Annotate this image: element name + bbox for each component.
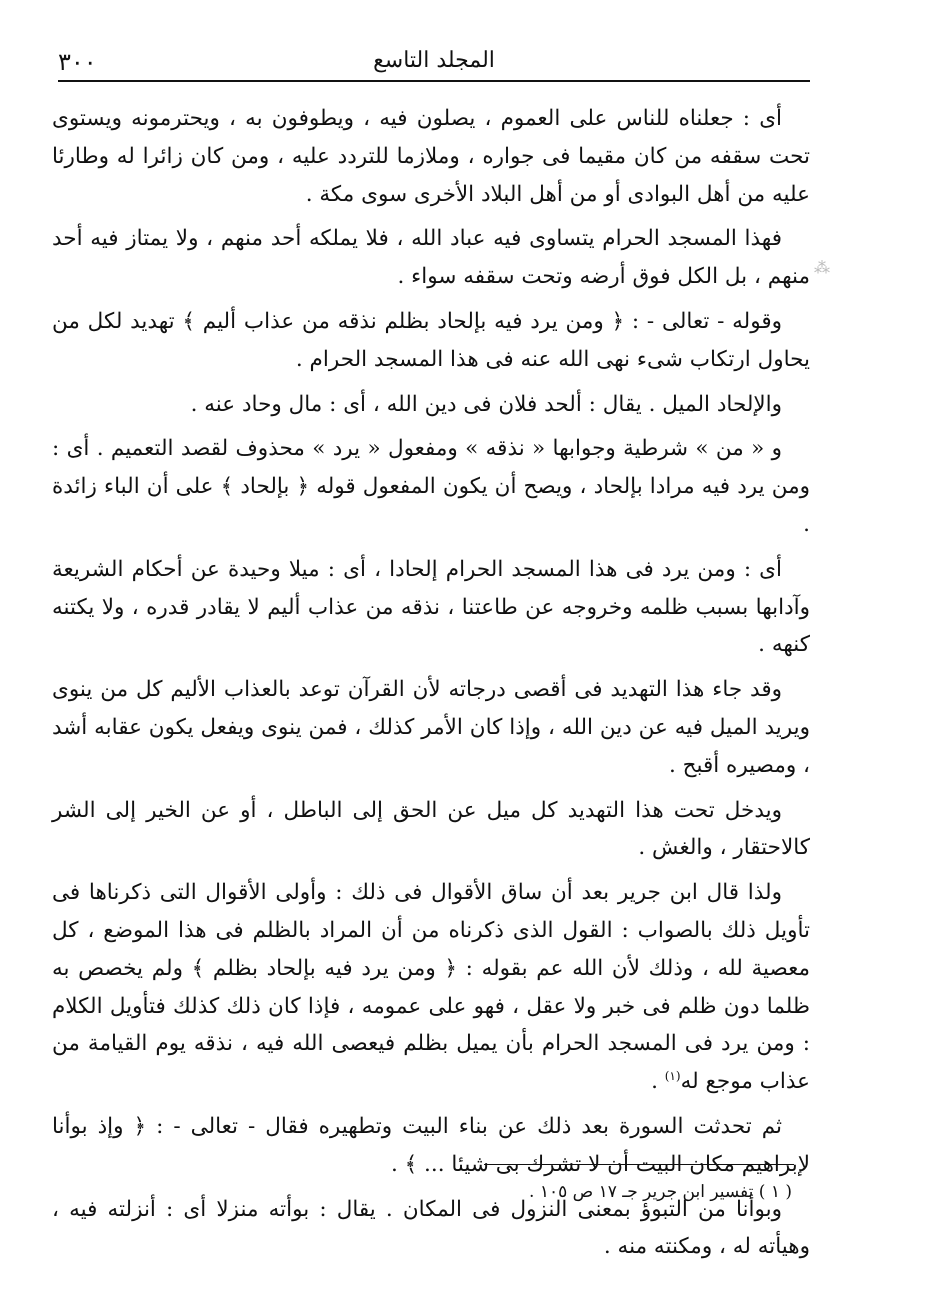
- page-number: ٣٠٠: [58, 48, 97, 76]
- paragraph-3: وقوله - تعالى - : ﴿ ومن يرد فيه بإلحاد بظلم نذقه من عذاب أليم ﴾ تهديد لكل من يحاول ارتكاب شىء نهى الله عنه فى هذا المسجد الحرام .: [52, 308, 810, 372]
- paragraph-9-end: .: [651, 1069, 665, 1095]
- running-title: المجلد التاسع: [373, 48, 495, 73]
- body-text: [52, 100, 810, 1273]
- margin-mark: ⁂: [814, 258, 830, 277]
- paragraph-11: وبوأنا من التبوؤ بمعنى النزول فى المكان . يقال : بوأته منزلا أى : أنزلته فيه ، وهيأته له ، ومكنته منه .: [52, 1196, 810, 1260]
- paragraph-8: ويدخل تحت هذا التهديد كل ميل عن الحق إلى الباطل ، أو عن الخير إلى الشر كالاحتقار ، والغش .: [52, 797, 810, 861]
- paragraph-2: فهذا المسجد الحرام يتساوى فيه عباد الله ، فلا يملكه أحد منهم ، ولا يمتاز فيه أحد منهم ، بل الكل فوق أرضه وتحت سقفه سواء .: [52, 226, 810, 290]
- paragraph-4: والإلحاد الميل . يقال : ألحد فلان فى دين الله ، أى : مال وحاد عنه .: [190, 391, 782, 417]
- paragraph-9: [52, 874, 810, 1101]
- paragraph-5: و « من » شرطية وجوابها « نذقه » ومفعول « يرد » محذوف لقصد التعميم . أى : ومن يرد فيه مرادا بإلحاد ، ويصح أن يكون المفعول قوله ﴿ بإلحاد ﴾ على أن الباء زائدة .: [52, 436, 810, 537]
- paragraph-9-text: ولذا قال ابن جرير بعد أن ساق الأقوال فى ذلك : وأولى الأقوال التى ذكرناها فى تأويل ذلك بالصواب : القول الذى ذكرناه من أن المراد بالظلم فى هذا الموضع ، كل معصية لله ، وذلك لأن الله عم بقوله : ﴿ ومن يرد فيه بإلحاد بظلم ﴾ ولم يخصص به ظلما دون ظلم فى خبر ولا عقل ، فهو على عمومه ، فإذا كان ذلك كذلك فتأويل الكلام : ومن يرد فى المسجد الحرام بأن يميل بظلم فيعصى الله فيه ، نذقه يوم القيامة من عذاب موجع له: [52, 880, 810, 1095]
- paragraph-6: أى : ومن يرد فى هذا المسجد الحرام إلحادا ، أى : ميلا وحيدة عن أحكام الشريعة وآدابها بسبب ظلمه وخروجه عن طاعتنا ، نذقه من عذاب أليم لا يقادر قدره ، ولا يكتنه كنهه .: [52, 556, 810, 658]
- paragraph-10: ثم تحدثت السورة بعد ذلك عن بناء البيت وتطهيره فقال - تعالى - : ﴿ وإذ بوأنا لإبراهيم مكان البيت أن لا تشرك بى شيئا ... ﴾ .: [52, 1113, 810, 1177]
- paragraph-1: أى : جعلناه للناس على العموم ، يصلون فيه ، ويطوفون به ، ويحترمونه ويستوى تحت سقفه من كان مقيما فى جواره ، وملازما للتردد عليه ، ومن كان زائرا له وطارئا عليه من أهل البوادى أو من أهل البلاد الأخرى سوى مكة .: [52, 106, 810, 207]
- footnote-marker: (١): [664, 1068, 681, 1083]
- footnote: ( ١ ) تفسير ابن جرير جـ ١٧ ص ١٠٥ .: [529, 1182, 792, 1202]
- footnote-rule: [484, 1164, 794, 1165]
- page-header: [58, 44, 810, 78]
- header-rule: [58, 80, 810, 82]
- paragraph-7: وقد جاء هذا التهديد فى أقصى درجاته لأن القرآن توعد بالعذاب الأليم كل من ينوى ويريد الميل فيه عن دين الله ، وإذا كان الأمر كذلك ، فمن ينوى ويفعل يكون عقابه أشد ، ومصيره أقبح .: [52, 677, 810, 778]
